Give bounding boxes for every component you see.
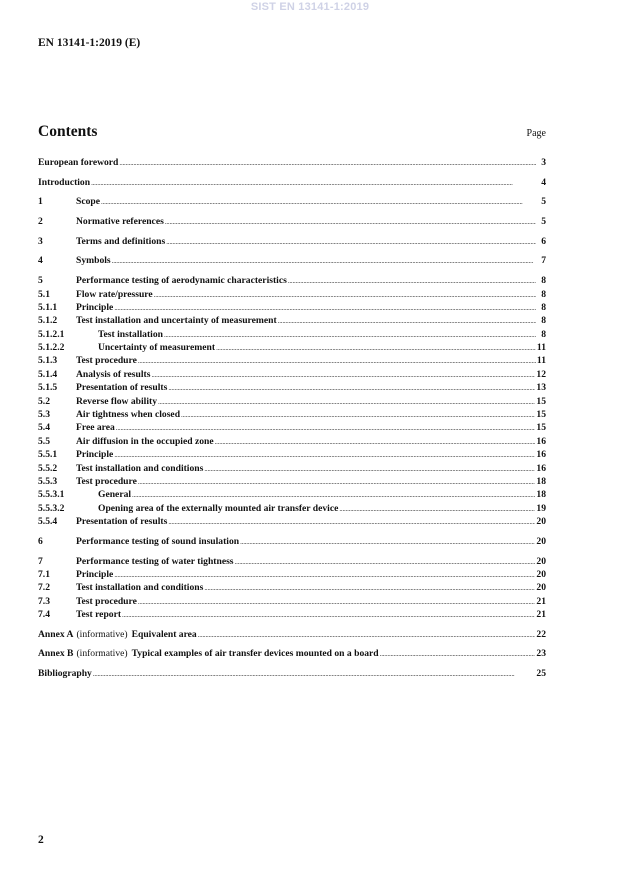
toc-leader-dots (168, 516, 535, 529)
toc-entry-title: Bibliography (38, 668, 92, 680)
toc-entry[interactable] (38, 381, 546, 394)
toc-entry-title: Test procedure (76, 595, 137, 607)
toc-entry-number: 5.1.2.1 (38, 328, 65, 340)
toc-entry-title: General (98, 489, 132, 501)
toc-entry-number: 5.4 (38, 422, 50, 434)
toc-entry-page: 8 (541, 288, 546, 300)
toc-entry-page: 21 (536, 609, 546, 621)
toc-entry-page: 20 (536, 582, 546, 594)
toc-leader-dots (114, 449, 535, 462)
toc-entry[interactable] (38, 515, 546, 528)
toc-leader-dots (112, 255, 536, 268)
toc-leader-dots (138, 355, 536, 368)
toc-entry[interactable] (38, 535, 546, 548)
toc-entry-page: 8 (541, 275, 546, 287)
toc-entry[interactable] (38, 368, 546, 381)
toc-entry-title: Test procedure (76, 355, 137, 367)
toc-entry-title: Test installation (98, 328, 163, 340)
toc-entry[interactable] (38, 195, 546, 208)
toc-leader-dots (114, 302, 536, 315)
toc-entry-title: Scope (76, 196, 100, 208)
toc-entry-number: 5.1.5 (38, 382, 58, 394)
toc-entry-page: 3 (541, 157, 546, 168)
toc-leader-dots (278, 315, 536, 328)
toc-entry-title: Equivalent area (131, 628, 197, 640)
toc-leader-dots (101, 196, 536, 209)
toc-entry[interactable] (38, 215, 546, 228)
toc-leader-dots (158, 396, 535, 409)
toc-entry[interactable] (38, 288, 546, 301)
toc-entry-page: 16 (536, 449, 546, 461)
toc-entry-page: 21 (536, 595, 546, 607)
toc-entry-page: 16 (536, 435, 546, 447)
toc-entry[interactable] (38, 581, 546, 594)
toc-entry-number: 5.1.3 (38, 355, 58, 367)
toc-entry[interactable] (38, 254, 546, 267)
toc-leader-dots (119, 157, 536, 170)
toc-entry[interactable] (38, 448, 546, 461)
toc-entry-title: Symbols (76, 255, 111, 267)
toc-leader-dots (216, 342, 536, 355)
page-column-label: Page (526, 128, 546, 139)
toc-entry-number: 7.1 (38, 568, 50, 580)
toc-entry-number: 5.5.1 (38, 449, 58, 461)
toc-leader-dots (91, 177, 536, 190)
toc-leader-dots (154, 289, 536, 302)
toc-leader-dots (132, 489, 535, 502)
toc-entry-page: 20 (536, 568, 546, 580)
toc-entry-number: 5.1.2 (38, 315, 58, 327)
toc-entry-page: 23 (536, 648, 546, 660)
toc-entry-page: 5 (541, 196, 546, 208)
toc-entry-page: 16 (536, 462, 546, 474)
toc-entry-page: 15 (536, 395, 546, 407)
toc-entry-title: Performance testing of water tightness (76, 555, 234, 567)
toc-entry-number: 5.5.2 (38, 462, 58, 474)
toc-leader-dots (116, 422, 536, 435)
toc-entry[interactable] (38, 341, 546, 354)
toc-entry-title: Test procedure (76, 475, 137, 487)
toc-entry[interactable] (38, 568, 546, 581)
toc-entry-page: 20 (536, 555, 546, 567)
toc-entry-title: European foreword (38, 157, 119, 168)
toc-entry-title: Flow rate/pressure (76, 288, 153, 300)
toc-entry-number: 5.5.3.2 (38, 502, 65, 514)
toc-entry-title: Normative references (76, 216, 164, 228)
toc-entry-title: Performance testing of aerodynamic characteristics (76, 275, 287, 287)
toc-entry-number: 5.1.2.2 (38, 342, 65, 354)
toc-entry-title: Terms and definitions (76, 235, 166, 247)
toc-entry[interactable] (38, 328, 546, 341)
toc-entry-number: 7.3 (38, 595, 50, 607)
toc-entry-page: 11 (536, 342, 546, 354)
toc-entry[interactable] (38, 274, 546, 287)
toc-entry-title: Free area (76, 422, 115, 434)
toc-entry-title: Principle (76, 449, 114, 461)
toc-entry-number: 5.5.3 (38, 475, 58, 487)
toc-entry-number: 7 (38, 555, 43, 567)
toc-leader-dots (93, 668, 536, 681)
toc-leader-dots (181, 409, 535, 422)
toc-entry-number: 5 (38, 275, 43, 287)
toc-entry-title: Uncertainty of measurement (98, 342, 216, 354)
contents-title: Contents (38, 123, 98, 140)
watermark: SIST EN 13141-1:2019 (250, 1, 370, 13)
toc-leader-dots (138, 476, 536, 489)
table-of-contents (38, 156, 546, 681)
toc-entry-number: 5.1.1 (38, 301, 58, 313)
toc-leader-dots (204, 463, 535, 476)
toc-entry-informative: (informative) (76, 648, 128, 660)
document-id: EN 13141-1:2019 (E) (38, 37, 141, 49)
toc-entry-number: 4 (38, 255, 43, 267)
toc-entry-title: Test report (76, 609, 122, 621)
toc-entry-title: Air tightness when closed (76, 409, 181, 421)
toc-entry[interactable] (38, 235, 546, 248)
toc-entry-page: 4 (541, 176, 546, 188)
toc-entry-page: 18 (536, 475, 546, 487)
toc-entry-number: 7.4 (38, 609, 50, 621)
toc-entry[interactable] (38, 176, 546, 189)
toc-entry-page: 15 (536, 409, 546, 421)
toc-entry-number: Annex B (38, 648, 74, 660)
toc-entry-title: Principle (76, 301, 114, 313)
toc-leader-dots (240, 536, 535, 549)
toc-entry[interactable] (38, 301, 546, 314)
toc-entry-number: 3 (38, 235, 43, 247)
toc-entry-number: 6 (38, 535, 43, 547)
toc-entry-page: 19 (536, 502, 546, 514)
toc-entry-title: Introduction (38, 176, 91, 188)
toc-entry-page: 8 (541, 328, 546, 340)
toc-leader-dots (122, 609, 535, 622)
toc-entry[interactable] (38, 475, 546, 488)
toc-entry[interactable] (38, 488, 546, 501)
toc-entry-title: Test installation and uncertainty of measurement (76, 315, 277, 327)
toc-entry-title: Opening area of the externally mounted air transfer device (98, 502, 339, 514)
toc-entry-number: 5.5 (38, 435, 50, 447)
toc-entry-page: 7 (541, 255, 546, 267)
toc-entry[interactable] (38, 667, 546, 680)
toc-entry-informative: (informative) (76, 628, 128, 640)
toc-entry-title: Test installation and conditions (76, 582, 204, 594)
toc-entry[interactable] (38, 502, 546, 515)
toc-entry-title: Performance testing of sound insulation (76, 535, 240, 547)
toc-entry-page: 22 (536, 628, 546, 640)
toc-leader-dots (380, 648, 536, 661)
toc-entry-page: 20 (536, 535, 546, 547)
toc-leader-dots (215, 436, 536, 449)
toc-entry-page: 13 (536, 382, 546, 394)
toc-entry-title: Analysis of results (76, 368, 151, 380)
toc-entry-page: 25 (536, 668, 546, 680)
toc-entry-page: 12 (536, 368, 546, 380)
toc-leader-dots (288, 275, 536, 288)
toc-entry[interactable] (38, 314, 546, 327)
toc-leader-dots (168, 382, 535, 395)
toc-leader-dots (339, 503, 535, 516)
toc-entry-title: Air diffusion in the occupied zone (76, 435, 214, 447)
toc-entry-page: 20 (536, 516, 546, 528)
toc-leader-dots (166, 236, 536, 249)
toc-entry[interactable] (38, 421, 546, 434)
toc-leader-dots (165, 216, 536, 229)
toc-entry-page: 8 (541, 315, 546, 327)
toc-entry[interactable] (38, 595, 546, 608)
page-number: 2 (38, 834, 44, 846)
toc-entry-number: 5.1 (38, 288, 50, 300)
toc-entry-number: 2 (38, 216, 43, 228)
toc-leader-dots (235, 556, 536, 569)
toc-entry-page: 18 (536, 489, 546, 501)
toc-entry-page: 5 (541, 216, 546, 228)
toc-leader-dots (204, 582, 535, 595)
toc-entry-title: Presentation of results (76, 382, 168, 394)
toc-entry[interactable] (38, 555, 546, 568)
toc-entry[interactable] (38, 647, 546, 660)
toc-entry-title: Typical examples of air transfer devices mounted on a board (131, 648, 379, 660)
toc-entry-page: 6 (541, 235, 546, 247)
toc-entry-number: 7.2 (38, 582, 50, 594)
toc-entry[interactable] (38, 408, 546, 421)
toc-leader-dots (151, 369, 535, 382)
toc-entry-title: Presentation of results (76, 516, 168, 528)
toc-entry-number: Annex A (38, 628, 74, 640)
toc-leader-dots (164, 329, 536, 342)
toc-entry-page: 8 (541, 301, 546, 313)
toc-entry-number: 1 (38, 196, 43, 208)
toc-entry-number: 5.1.4 (38, 368, 58, 380)
toc-entry[interactable] (38, 462, 546, 475)
toc-entry[interactable] (38, 608, 546, 621)
toc-entry-title: Principle (76, 568, 114, 580)
toc-entry-page: 11 (536, 355, 546, 367)
toc-entry[interactable] (38, 156, 546, 169)
toc-entry[interactable] (38, 435, 546, 448)
toc-entry[interactable] (38, 354, 546, 367)
toc-leader-dots (198, 629, 536, 642)
toc-entry-number: 5.3 (38, 409, 50, 421)
toc-entry-number: 5.2 (38, 395, 50, 407)
toc-leader-dots (138, 596, 536, 609)
toc-entry[interactable] (38, 395, 546, 408)
toc-entry[interactable] (38, 628, 546, 641)
toc-entry-number: 5.5.4 (38, 516, 58, 528)
toc-leader-dots (114, 569, 535, 582)
toc-entry-page: 15 (536, 422, 546, 434)
toc-entry-number: 5.5.3.1 (38, 489, 65, 501)
toc-entry-title: Reverse flow ability (76, 395, 157, 407)
toc-entry-title: Test installation and conditions (76, 462, 204, 474)
